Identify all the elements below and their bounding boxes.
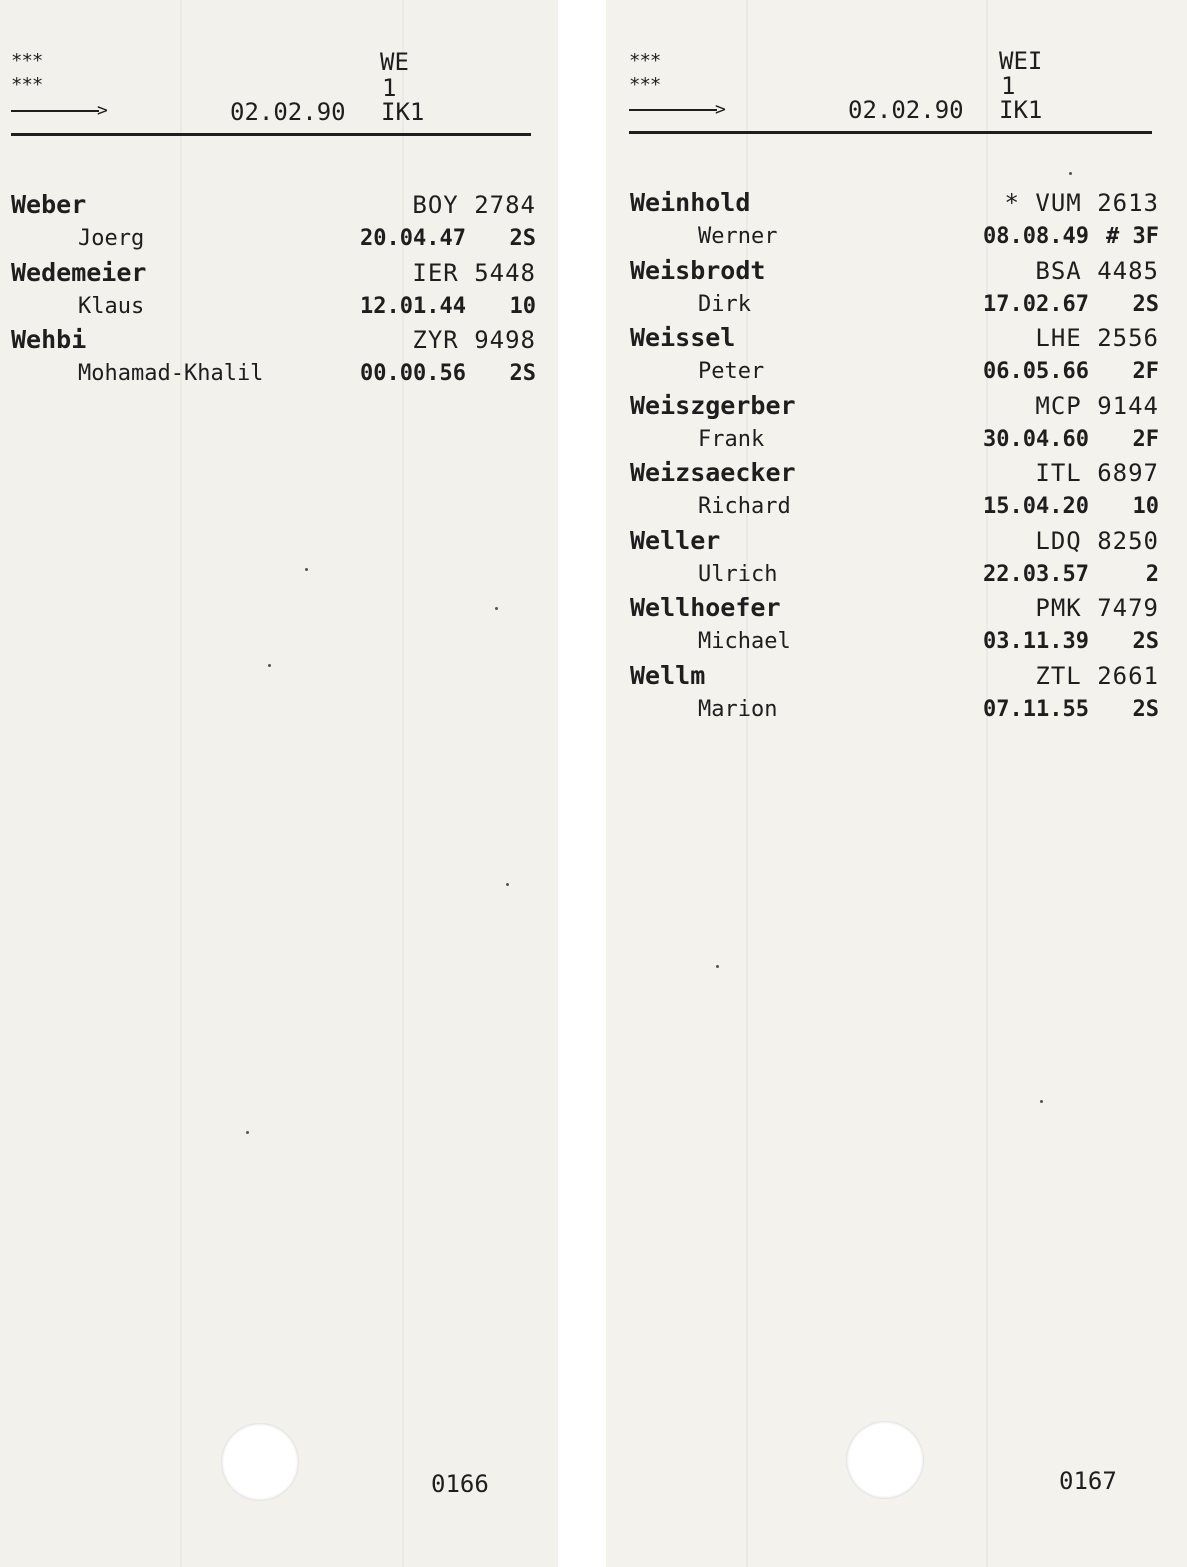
record-code: BOY 2784 [412, 191, 536, 219]
given-name: Werner [698, 224, 778, 249]
given-name: Ulrich [698, 561, 778, 587]
category-code: 2S [1132, 696, 1159, 722]
list-item [630, 593, 1159, 661]
list-item [11, 258, 536, 326]
header-date: 02.02.90 [848, 96, 964, 124]
scan-artifact [506, 883, 509, 886]
header-office: IK1 [381, 98, 425, 126]
birth-date: 00.00.56 [360, 361, 466, 386]
surname: Wellhoefer [630, 593, 781, 622]
record-code: MCP 9144 [1035, 391, 1159, 420]
entry-list [630, 188, 1159, 728]
given-name: Klaus [78, 293, 145, 319]
header-office: IK1 [999, 96, 1043, 124]
header-stars-2: *** [11, 74, 43, 96]
category-code: # 3F [1106, 224, 1159, 249]
header-letter-code: WEI [999, 47, 1043, 75]
given-name: Joerg [78, 226, 145, 251]
birth-date: 22.03.57 [983, 561, 1089, 587]
header-stars-1: *** [11, 50, 43, 72]
surname: Weissel [630, 323, 736, 352]
surname: Weller [630, 525, 721, 555]
record-code: ITL 6897 [1035, 459, 1159, 487]
card-number: 0166 [431, 1470, 489, 1498]
list-item [630, 526, 1159, 594]
header-page-number: 1 [1001, 72, 1016, 100]
entry-list [11, 190, 536, 393]
list-item [630, 256, 1159, 324]
header-rule [629, 131, 1152, 134]
given-name: Mohamad-Khalil [78, 361, 264, 386]
punch-hole [221, 1423, 299, 1501]
record-code: LHE 2556 [1035, 324, 1159, 352]
arrow-icon: > [11, 105, 111, 117]
scan-artifact [246, 1131, 249, 1134]
index-card-left [0, 0, 558, 1567]
scan-artifact [268, 664, 271, 667]
given-name: Dirk [698, 291, 751, 317]
header-letter-code: WE [380, 48, 409, 76]
scan-artifact [495, 607, 498, 610]
category-code: 2S [509, 226, 536, 251]
record-code: LDQ 8250 [1035, 526, 1159, 555]
birth-date: 08.08.49 [983, 224, 1089, 249]
record-code: BSA 4485 [1035, 256, 1159, 285]
scan-artifact [716, 965, 719, 968]
birth-date: 06.05.66 [983, 359, 1089, 384]
scan-artifact [1069, 172, 1072, 175]
record-code: * VUM 2613 [1004, 189, 1159, 217]
punch-hole [846, 1421, 924, 1499]
header-page-number: 1 [382, 74, 397, 102]
scan-artifact [1040, 1100, 1043, 1103]
category-code: 2S [1132, 629, 1159, 654]
list-item [11, 325, 536, 393]
surname: Wedemeier [11, 257, 147, 287]
surname: Weber [11, 190, 87, 219]
header-stars-2: *** [629, 74, 661, 96]
card-number: 0167 [1059, 1467, 1117, 1495]
index-card-right [606, 0, 1187, 1567]
given-name: Michael [698, 629, 791, 654]
category-code: 2S [1132, 291, 1159, 317]
record-code: ZTL 2661 [1035, 661, 1159, 690]
record-code: PMK 7479 [1035, 594, 1159, 622]
birth-date: 03.11.39 [983, 629, 1089, 654]
surname: Weizsaecker [630, 458, 796, 487]
birth-date: 15.04.20 [983, 494, 1089, 519]
birth-date: 30.04.60 [983, 426, 1089, 452]
given-name: Peter [698, 359, 765, 384]
category-code: 2 [1145, 561, 1159, 587]
header-stars-1: *** [629, 50, 661, 72]
birth-date: 17.02.67 [983, 291, 1089, 317]
list-item [630, 458, 1159, 526]
surname: Wehbi [11, 325, 87, 354]
scan-artifact [305, 568, 308, 571]
birth-date: 20.04.47 [360, 226, 466, 251]
category-code: 10 [509, 293, 536, 319]
list-item [630, 391, 1159, 459]
surname: Wellm [630, 660, 706, 690]
given-name: Marion [698, 696, 778, 722]
record-code: IER 5448 [412, 258, 536, 287]
given-name: Richard [698, 494, 791, 519]
surname: Weinhold [630, 188, 751, 217]
surname: Weisbrodt [630, 255, 766, 285]
category-code: 10 [1132, 494, 1159, 519]
arrow-icon: > [629, 104, 729, 116]
category-code: 2S [509, 361, 536, 386]
birth-date: 07.11.55 [983, 696, 1089, 722]
list-item [11, 190, 536, 258]
list-item [630, 661, 1159, 729]
birth-date: 12.01.44 [360, 293, 466, 319]
given-name: Frank [698, 426, 765, 452]
header-rule [11, 133, 531, 136]
category-code: 2F [1132, 426, 1159, 452]
record-code: ZYR 9498 [412, 326, 536, 354]
surname: Weiszgerber [630, 390, 796, 420]
list-item [630, 323, 1159, 391]
header-date: 02.02.90 [230, 98, 346, 126]
category-code: 2F [1132, 359, 1159, 384]
list-item [630, 188, 1159, 256]
